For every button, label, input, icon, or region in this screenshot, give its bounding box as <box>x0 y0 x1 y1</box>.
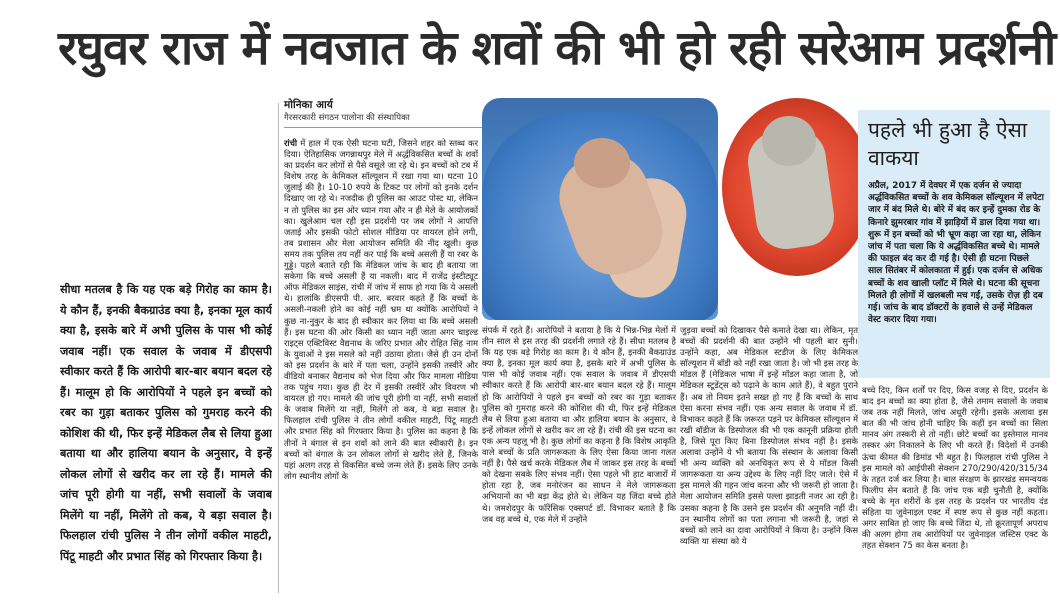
headline: रघुवर राज में नवजात के शवों की भी हो रही सरेआम प्रदर्शनी <box>58 21 1056 76</box>
article-column-1-text: में हाल में एक ऐसी घटना घटी, जिसने शहर को स्तब्ध कर दिया। ऐतिहासिक जगन्नाथपुर मेले में अर्द्धविकसित बच्चों के शवों का प्रदर्शन कर लोगों से पैसे वसूले जा रहे थे। इन बच्चों को टब में विशेष तरह के केमिकल सॉल्यूशन में रखा गया था। घटना 10 जुलाई की है। 10-10 रुपये के टिकट पर लोगों को इनके दर्शन दिखाए जा रहे थे। नजदीक ही पुलिस का आउट पोस्ट था, लेकिन न तो पुलिस का इस ओर ध्यान गया और न ही मेले के आयोजकों का। खुलेआम चल रही इस प्रदर्शनी पर जब लोगों ने आपत्ति जताई और इसकी फोटो सोशल मीडिया पर वायरल होने लगी, तब प्रशासन और मेला आयोजन समिति की नींद खुली। कुछ समय तक पुलिस तय नहीं कर पाई कि बच्चे असली हैं या रबर के गुड्डे। पहले बताते रही कि मेडिकल जांच के बाद ही बताया जा सकेगा कि बच्चे असली हैं या नकली। बाद में राजेंद्र इंस्टीट्यूट ऑफ मेडिकल साइंस, रांची में जांच में साफ हो गया कि ये असली थे। हालांकि डीएसपी पी. आर. बरवार कहते हैं कि बच्चों के असली-नकली होने का कोई नहीं भ्रम था क्योंकि आरोपियों ने कुछ ना-नुकुर के बाद ही स्वीकार कर लिया था कि बच्चे असली हैं। इस घटना की ओर किसी का ध्यान नहीं जाता अगर चाइल्ड राइट्स एक्टिविस्ट वैद्यनाथ के जरिए प्रभात और रोहित सिंह नाम के युवाओं ने इस मसले को नहीं उठाया होता। जैसे ही उन दोनों को इस प्रदर्शन के बारे में पता चला, उन्होंने इसकी तस्वीरें और वीडियो बनाकर वैद्यनाथ को भेज दिया और फिर मामला मीडिया तक पहुंच गया। कुछ ही देर में इसकी तस्वीरें और विवरण भी वायरल हो गए। मामले की जांच पूरी होगी या नहीं, सभी सवालों के जवाब मिलेंगे या नहीं, मिलेंगे तो कब, ये बड़ा सवाल है। फिलहाल रांची पुलिस ने तीन लोगों वकील माहटी, पिंटू माहटी और प्रभात सिंह को गिरफ्तार किया है। पुलिस का कहना है कि तीनों ने बंगाल से इन शवों को लाने की बात स्वीकारी है। इन बच्चों को बंगाल के उन लोकल लोगों से खरीद लेते हैं, जिनके यहां अलग तरह से विकसित बच्चे जन्म लेते हैं। इसके लिए उनके लोग स्थानीय लोगों के <box>284 138 478 481</box>
sidebar-title: पहले भी हुआ है ऐसा वाकया <box>868 118 1028 170</box>
left-column-text: सीधा मतलब है कि यह एक बड़े गिरोह का काम है। ये कौन हैं, इनकी बैकग्राउंड क्या है, इनका मूल कार्य क्या है, इसके बारे में अभी पुलिस के पास भी कोई जवाब नहीं। एक सवाल के जवाब में डीएसपी स्वीकार करते हैं कि आरोपी बार-बार बयान बदल रहे हैं। मालूम हो कि आरोपियों ने पहले इन बच्चों को रबर का गुड़ा बताकर पुलिस को गुमराह करने की कोशिश की थी, फिर इन्हें मेडिकल लैब से लिया हुआ बताया था और हालिया बयान के अनुसार, वे इन्हें लोकल लोगों से खरीद कर ला रहे हैं। मामले की जांच पूरी होगी या नहीं, सभी सवालों के जवाब मिलेंगे या नहीं, मिलेंगे तो कब, ये बड़ा सवाल है। फिलहाल रांची पुलिस ने तीन लोगों वकील माहटी, पिंटू माहटी और प्रभात सिंह को गिरफ्तार किया है। <box>60 283 272 563</box>
photo-infant-in-red-tub <box>722 98 872 276</box>
infant-head-shape <box>574 138 630 188</box>
sidebar-text: अप्रैल, 2017 में देवघर में एक दर्जन से ज्यादा अर्द्धविकसित बच्चों के शव केमिकल सॉल्यूशन में लपेटा जार में बंद मिले थे। बोरे में बंद कर इन्हें दुमका रोड के किनारे झुमरबार गांव में झाड़ियों में डाल दिया गया था। शुरू में इन बच्चों को भी भ्रूण कहा जा रहा था, लेकिन जांच में पता चला कि ये अर्द्धविकसित बच्चे थे। मामले की फाइल बंद कर दी गई है। ऐसी ही घटना पिछले साल सितंबर में कोलकाता में हुई। एक दर्जन से अधिक बच्चों के शव खाली प्लॉट में मिले थे। घटना की सूचना मिलते ही लोगों में खलबली मच गई, उसके रोज़ ही दब गई। जांच के बाद डॉक्टरों के हवाले से उन्हें मेडिकल वेस्ट करार दिया गया। <box>868 181 1044 326</box>
dateline: रांची <box>284 138 298 148</box>
photo-infants-in-tub <box>482 98 718 320</box>
author-name: मोनिका आर्य <box>284 99 333 111</box>
byline-rule <box>284 127 489 128</box>
sidebar-box <box>858 110 1050 378</box>
article-column-2: संपर्क में रहते हैं। आरोपियों ने बताया है कि ये भिन्न-भिन्न मेलों में तीन साल से इस तरह की प्रदर्शनी लगाते रहे हैं। सीधा मतलब है कि यह एक बड़े गिरोह का काम है। ये कौन हैं, इनकी बैकग्राउंड क्या है, इनका मूल कार्य क्या है, इसके बारे में अभी पुलिस के पास भी कोई जवाब नहीं। एक सवाल के जवाब में डीएसपी स्वीकार करते हैं कि आरोपी बार-बार बयान बदल रहे हैं। मालूम हो कि आरोपियों ने पहले इन बच्चों को रबर का गुड़ा बताकर पुलिस को गुमराह करने की कोशिश की थी, फिर इन्हें मेडिकल लैब से लिया हुआ बताया था और हालिया बयान के अनुसार, वे इन्हें लोकल लोगों से खरीद कर ला रहे हैं। रांची की इस घटना का एक अन्य पहलू भी है। कुछ लोगों का कहना है कि विशेष आकृति वाले बच्चों के प्रति जागरूकता के लिए ऐसा किया जाना गलत नहीं है। पैसे खर्च करके मेडिकल लैब में जाकर इस तरह के बच्चों को देखना सबके लिए संभव नहीं। ऐसा पहले भी हाट बाजारों में होता रहा है, जब मनोरंजन का साधन ने मेले जागरूकता अभियानों का भी बड़ा केंद्र होते थे। लेकिन यह जिंदा बच्चे होते थे। जमशेदपुर के फॉरेंसिक एक्सपर्ट डॉ. विभाकर बताते हैं कि जब वह बच्चे थे, एक मेले में उन्होंने <box>482 325 676 524</box>
author-role: गैरसरकारी संगठन पालोना की संस्थापिका <box>284 113 410 123</box>
article-column-4: बच्चे दिए, किन शर्तों पर दिए, किस वजह से दिए, प्रदर्शन के बाद इन बच्चों का क्या होता है, जैसे तमाम सवालों के जवाब जब तक नहीं मिलते, जांच अधूरी रहेगी। इसके अलावा इस बात की भी जांच होनी चाहिए कि कहीं इन बच्चों का सिला मानव अंग तस्करी से तो नहीं। छोटे बच्चों का इस्तेमाल मानव तस्कर अंग निकालने के लिए भी करते हैं। विदेशों में उनकी ऊंचा कीमत की डिमांड भी बहुत है। फिलहाल रांची पुलिस ने इस मामले को आईपीसी सेक्शन 270/290/420/315/34 के तहत दर्ज कर लिया है। बाल संरक्षण के झारखंड समन्वयक फिलीप सेन बताते हैं कि जांच एक बड़ी चुनौती है, क्योंकि बच्चे के मृत शरीरों के इस तरह के प्रदर्शन पर भारतीय दंड संहिता या जुवेनाइल एक्ट में स्पष्ट रूप से कुछ नहीं कहता। अगर साबित हो जाए कि बच्चे जिंदा थे, तो क्रूरतापूर्ण अपराध की अलग होगा तब आरोपियों पर जुवेनाइल जस्टिस एक्ट के तहत सेक्शन 75 का केस बनता है। <box>862 385 1048 551</box>
column-divider <box>278 103 279 593</box>
article-column-1 <box>284 138 478 594</box>
infant-head-shape <box>762 116 816 166</box>
byline <box>284 98 489 130</box>
article-column-3: जुड़वा बच्चों को दिखाकर पैसे कमाते देखा था। लेकिन, मृत बच्चों की प्रदर्शनी की बात उन्होंने भी पहली बार सुनी। उन्होंने कहा, अब मेडिकल स्टडीज के लिए केमिकल सॉल्यूशन में बॉडी को नहीं रखा जाता है। जो भी इस तरह के मॉडल हैं (मेडिकल भाषा में इन्हें मॉडल कहा जाता है, जो मेडिकल स्टूडेंट्स को पढ़ाने के काम आते हैं), वे बहुत पुराने हैं। अब तो नियम इतने सख्त हो गए हैं कि बच्चों के साथ ऐसा करना संभव नहीं। एक अन्य सवाल के जवाब में डॉ. विभाकर कहते हैं कि जरूरत पड़ने पर केमिकल सॉल्यूशन में रखी बॉडीज के डिस्पोजल की भी एक कानूनी प्रक्रिया होती है, जिसे पूरा किए बिना डिस्पोजल संभव नहीं है। इसके अलावा उन्होंने ये भी बताया कि संस्थान के अलावा किसी भी अन्य व्यक्ति को अनधिकृत रूप से ये मॉडल किसी जागरूकता या अन्य उद्देश्य के लिए नहीं दिए जाते। ऐसे में इस मामले की गहन जांच करना और भी जरूरी हो जाता है। मेला आयोजन समिति इससे पल्ला झाड़ती नजर आ रही है। उसका कहना है कि उसने इस प्रदर्शन की अनुमति नहीं दी। उन स्थानीय लोगों का पता लगाना भी जरूरी है, जहां से बच्चों को लाने का दावा आरोपियों ने किया है। उन्होंने किस व्यक्ति या संस्था को ये <box>680 325 858 546</box>
